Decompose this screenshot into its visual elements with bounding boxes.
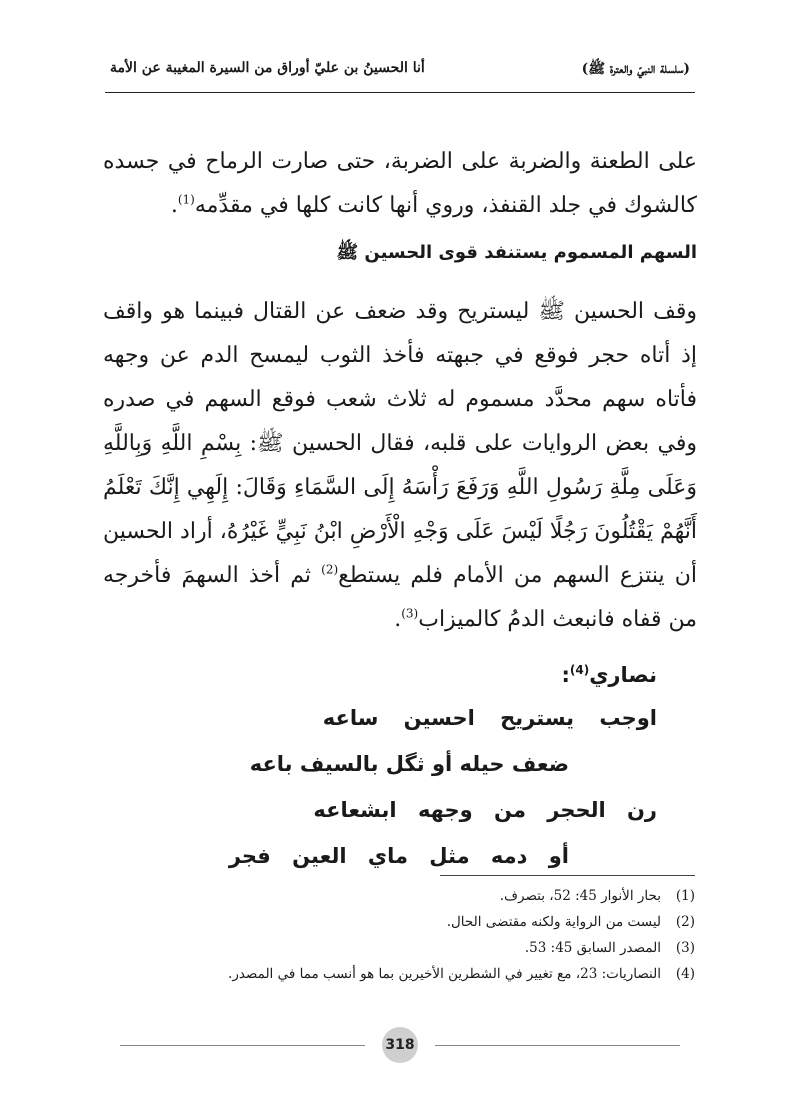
footnote-text: المصدر السابق 45: 53. xyxy=(524,940,661,956)
poet-label xyxy=(103,650,697,695)
page-footer xyxy=(120,1025,680,1065)
footnote xyxy=(103,883,695,909)
paragraph-2 xyxy=(103,290,697,642)
footnote-divider xyxy=(440,875,695,876)
section-heading: السهم المسموم يستنفد قوى الحسين ﷺ xyxy=(336,242,697,263)
footnote-ref-1: (1) xyxy=(177,192,195,207)
poem-line-1: اوجب يستريح احسين ساعه xyxy=(322,706,657,730)
footnote-number: (4) xyxy=(675,966,695,982)
footnote-ref-2: (2) xyxy=(321,562,339,577)
footnote-number: (3) xyxy=(675,940,695,956)
series-title: (سلسلة النبيّ والعترة ﷺ) xyxy=(581,61,690,77)
paragraph-2-text: وقف الحسين ﷺ ليستريح وقد ضعف عن القتال فبينما هو واقف إذ أتاه حجر فوقع في جبهته فأخذ الثوب ليمسح الدم عن وجهه فأتاه سهم محدَّد مسموم له ثلاث شعب فوقع السهم في صدره وفي بعض الروايات على قلبه، فقال الحسين ﷺ: بِسْمِ اللَّهِ وَبِاللَّهِ وَعَلَى مِلَّةِ رَسُولِ اللَّهِ وَرَفَعَ رَأْسَهُ إِلَى السَّمَاءِ وَقَالَ: إِلَهِي إِنَّكَ تَعْلَمُ أَنَّهُمْ يَقْتُلُونَ رَجُلًا لَيْسَ عَلَى وَجْهِ الْأَرْضِ ابْنُ نَبِيٍّ غَيْرُهُ، أراد الحسين أن ينتزع السهم من الأمام فلم يستطع xyxy=(103,299,697,588)
header-divider xyxy=(105,92,695,93)
footnote-number: (1) xyxy=(675,888,695,904)
footnote-ref-3: (3) xyxy=(401,606,419,621)
footer-rule-left xyxy=(120,1045,365,1046)
poet-colon: : xyxy=(561,663,570,687)
footnote-text: ليست من الرواية ولكنه مقتضى الحال. xyxy=(446,914,661,930)
paragraph-2-end: . xyxy=(394,607,402,632)
footnote xyxy=(103,961,695,987)
paragraph-1 xyxy=(103,140,697,228)
paragraph-1-text: على الطعنة والضربة على الضربة، حتى صارت الرماح في جسده كالشوك في جلد القنفذ، وروي أنها كانت كلها في مقدِّمه xyxy=(103,149,697,218)
footnote xyxy=(103,935,695,961)
page-number-badge: 318 xyxy=(382,1027,418,1063)
poem-line-2: ضعف حيله أو ثگل بالسيف باعه xyxy=(249,752,569,776)
footnote-ref-4: (4) xyxy=(569,663,590,677)
footnotes xyxy=(103,883,695,987)
footer-rule-right xyxy=(435,1045,680,1046)
main-text xyxy=(103,140,697,879)
paragraph-2-continuation: ثم أخذ السهمَ فأخرجه من قفاه فانبعث الدمُ كالميزاب xyxy=(103,563,697,632)
running-header xyxy=(110,60,690,86)
poet-name: نصاري xyxy=(589,663,657,687)
book-title: أنا الحسينُ بن عليّ أوراق من السيرة المغيبة عن الأمة xyxy=(110,60,425,76)
footnote-number: (2) xyxy=(675,914,695,930)
footnote-text: النصاريات: 23، مع تغيير في الشطرين الأخيرين بما هو أنسب مما في المصدر. xyxy=(228,966,661,982)
footnote-text: بحار الأنوار 45: 52، بتصرف. xyxy=(499,888,661,904)
paragraph-1-end: . xyxy=(170,193,178,218)
poem-line-4: أو دمه مثل ماي العين فجر xyxy=(228,844,569,868)
footnote xyxy=(103,909,695,935)
poem-line-3: رن الحجر من وجهه ابشعاعه xyxy=(313,798,657,822)
